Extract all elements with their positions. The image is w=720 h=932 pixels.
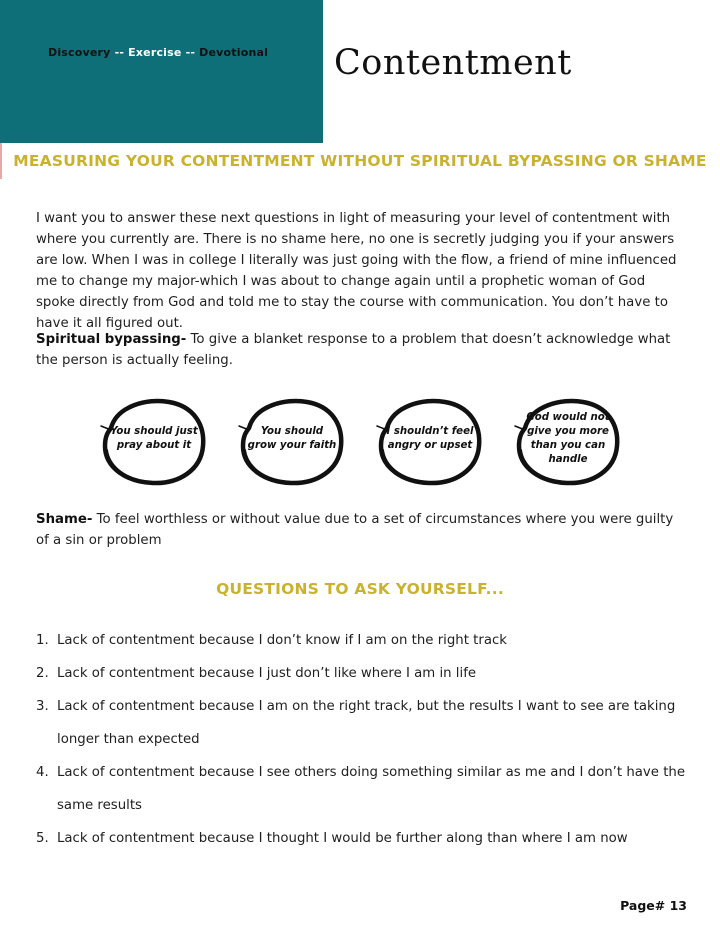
header-teal-block xyxy=(0,0,323,143)
tag-separator: -- xyxy=(185,46,196,59)
list-number: 4. xyxy=(36,765,49,780)
list-text: Lack of contentment because I thought I would be further along than where I am now xyxy=(57,831,628,846)
list-item xyxy=(36,657,686,690)
speech-bubble xyxy=(233,394,351,490)
speech-bubble xyxy=(509,394,627,490)
page-number: Page# 13 xyxy=(620,898,687,913)
tag-separator: -- xyxy=(114,46,125,59)
list-item xyxy=(36,690,686,756)
speech-bubble xyxy=(371,394,489,490)
bubble-text: You should grow your faith xyxy=(247,426,337,451)
list-number: 1. xyxy=(36,633,49,648)
tag-devotional: Devotional xyxy=(199,46,269,59)
intro-paragraph: I want you to answer these next questions in light of measuring your level of contentment with where you currently are. There is no shame here, no one is secretly judging you if your answers are low. When I was in college I literally was just going with the flow, a friend of mine influenced me to change my major-which I was about to change again until a prophetic woman of God spoke directly from God and told me to stay the course with communication. You don’t have to have it all figured out. xyxy=(36,211,677,331)
bypassing-text: To give a blanket response to a problem that doesn’t acknowledge what the person is actually feeling. xyxy=(36,332,671,368)
section-heading: MEASURING YOUR CONTENTMENT WITHOUT SPIRITUAL BYPASSING OR SHAME xyxy=(13,152,707,170)
list-text: Lack of contentment because I just don’t like where I am in life xyxy=(57,666,477,681)
tag-discovery: Discovery xyxy=(48,46,111,59)
list-number: 5. xyxy=(36,831,49,846)
questions-heading: QUESTIONS TO ASK YOURSELF... xyxy=(216,580,504,598)
list-text: Lack of contentment because I see others doing something similar as me and I don’t have the same results xyxy=(57,765,686,813)
shame-text: To feel worthless or without value due to a set of circumstances where you were guilty of a sin or problem xyxy=(36,512,674,548)
shame-term: Shame- xyxy=(36,512,93,527)
list-text: Lack of contentment because I am on the right track, but the results I want to see are taking longer than expected xyxy=(57,699,676,747)
bubble-text: God would not give you more than you can handle xyxy=(526,412,610,465)
bubble-text: You should just pray about it xyxy=(110,426,198,451)
bypassing-term: Spiritual bypassing- xyxy=(36,332,187,347)
bypassing-examples xyxy=(95,394,635,494)
bypassing-definition xyxy=(36,329,688,371)
list-number: 2. xyxy=(36,666,49,681)
bubble-text: I shouldn’t feel angry or upset xyxy=(386,426,474,451)
list-text: Lack of contentment because I don’t know if I am on the right track xyxy=(57,633,507,648)
list-item xyxy=(36,756,686,822)
questions-list xyxy=(36,624,686,855)
tag-exercise: Exercise xyxy=(128,46,182,59)
speech-bubble xyxy=(95,394,213,490)
header-tagline xyxy=(48,46,268,59)
shame-definition xyxy=(36,509,688,551)
list-number: 3. xyxy=(36,699,49,714)
list-item xyxy=(36,822,686,855)
list-item xyxy=(36,624,686,657)
page-title: Contentment xyxy=(334,43,572,83)
